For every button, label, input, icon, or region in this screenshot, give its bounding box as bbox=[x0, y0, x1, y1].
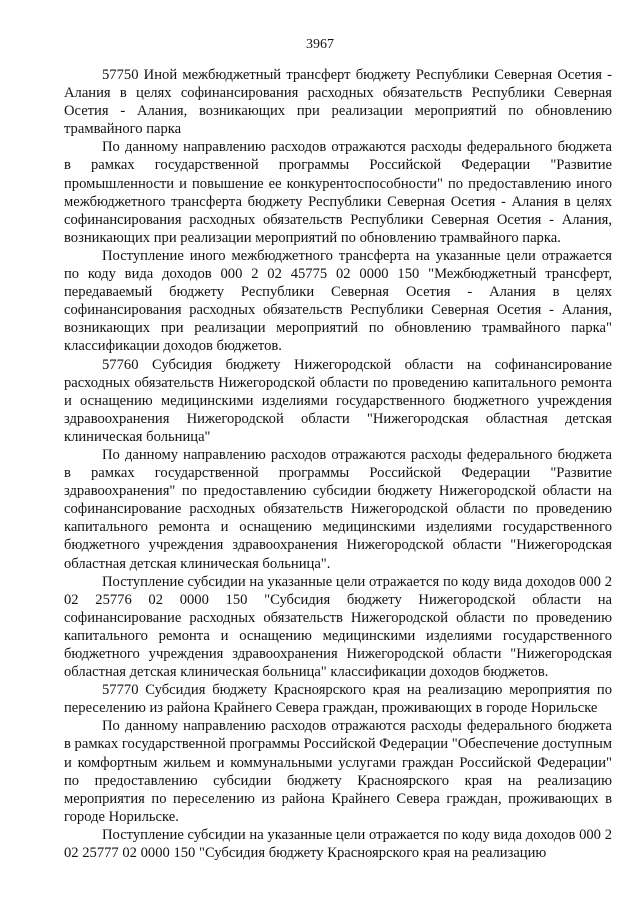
paragraph-expenses-57770: По данному направлению расходов отражаются расходы федерального бюджета в рамках государственной программы Российской Федерации "Обеспечение доступным и комфортным жильем и коммунальными услугами граждан Российской Федерации" по предоставлению субсидии бюджету Красноярского края на реализацию мероприятия по переселению из района Крайнего Севера граждан, проживающих в городе Норильске. bbox=[64, 718, 612, 825]
section-heading-57750: 57750 Иной межбюджетный трансферт бюджету Республики Северная Осетия - Алания в целях софинансирования расходных обязательств Республики Северная Осетия - Алания, возникающих при реализации мероприятий по обновлению трамвайного парка bbox=[64, 67, 612, 138]
paragraph-revenue-57750: Поступление иного межбюджетного трансферта на указанные цели отражается по коду вида доходов 000 2 02 45775 02 0000 150 "Межбюджетный трансферт, передаваемый бюджету Республики Северная Осетия - Алания в целях софинансирования расходных обязательств Республики Северная Осетия - Алания, возникающих при реализации мероприятий по обновлению трамвайного парка" классификации доходов бюджетов. bbox=[64, 247, 612, 355]
document-body bbox=[64, 66, 612, 862]
section-heading-57760: 57760 Субсидия бюджету Нижегородской области на софинансирование расходных обязательств Нижегородской области по проведению капитального ремонта и оснащению медицинскими изделиями государственного бюджетного учреждения здравоохранения Нижегородской области "Нижегородская областная детская клиническая больница" bbox=[64, 356, 612, 445]
paragraph-revenue-57760: Поступление субсидии на указанные цели отражается по коду вида доходов 000 2 02 25776 02 0000 150 "Субсидия бюджету Нижегородской области на софинансирование расходных обязательств Нижегородской области по проведению капитального ремонта и оснащению медицинскими изделиями государственного бюджетного учреждения здравоохранения Нижегородской области "Нижегородская областная детская клиническая больница" классификации доходов бюджетов. bbox=[64, 573, 612, 681]
paragraph-revenue-57770: Поступление субсидии на указанные цели отражается по коду вида доходов 000 2 02 25777 02 0000 150 "Субсидия бюджету Красноярского края на реализацию bbox=[64, 826, 612, 862]
page-number: 3967 bbox=[306, 37, 334, 52]
paragraph-expenses-57760: По данному направлению расходов отражаются расходы федерального бюджета в рамках государственной программы Российской Федерации "Развитие здравоохранения" по предоставлению субсидии бюджету Нижегородской области на софинансирование расходных обязательств Нижегородской области по проведению капитального ремонта и оснащению медицинскими изделиями государственного бюджетного учреждения здравоохранения Нижегородской области "Нижегородская областная детская клиническая больница". bbox=[64, 446, 612, 572]
section-heading-57770: 57770 Субсидия бюджету Красноярского края на реализацию мероприятия по переселению из района Крайнего Севера граждан, проживающих в городе Норильске bbox=[64, 682, 612, 717]
paragraph-expenses-57750: По данному направлению расходов отражаются расходы федерального бюджета в рамках государственной программы Российской Федерации "Развитие промышленности и повышение ее конкурентоспособности" по предоставлению иного межбюджетного трансферта бюджету Республики Северная Осетия - Алания в целях софинансирования расходных обязательств Республики Северная Осетия - Алания, возникающих при реализации мероприятий по обновлению трамвайного парка. bbox=[64, 139, 612, 246]
